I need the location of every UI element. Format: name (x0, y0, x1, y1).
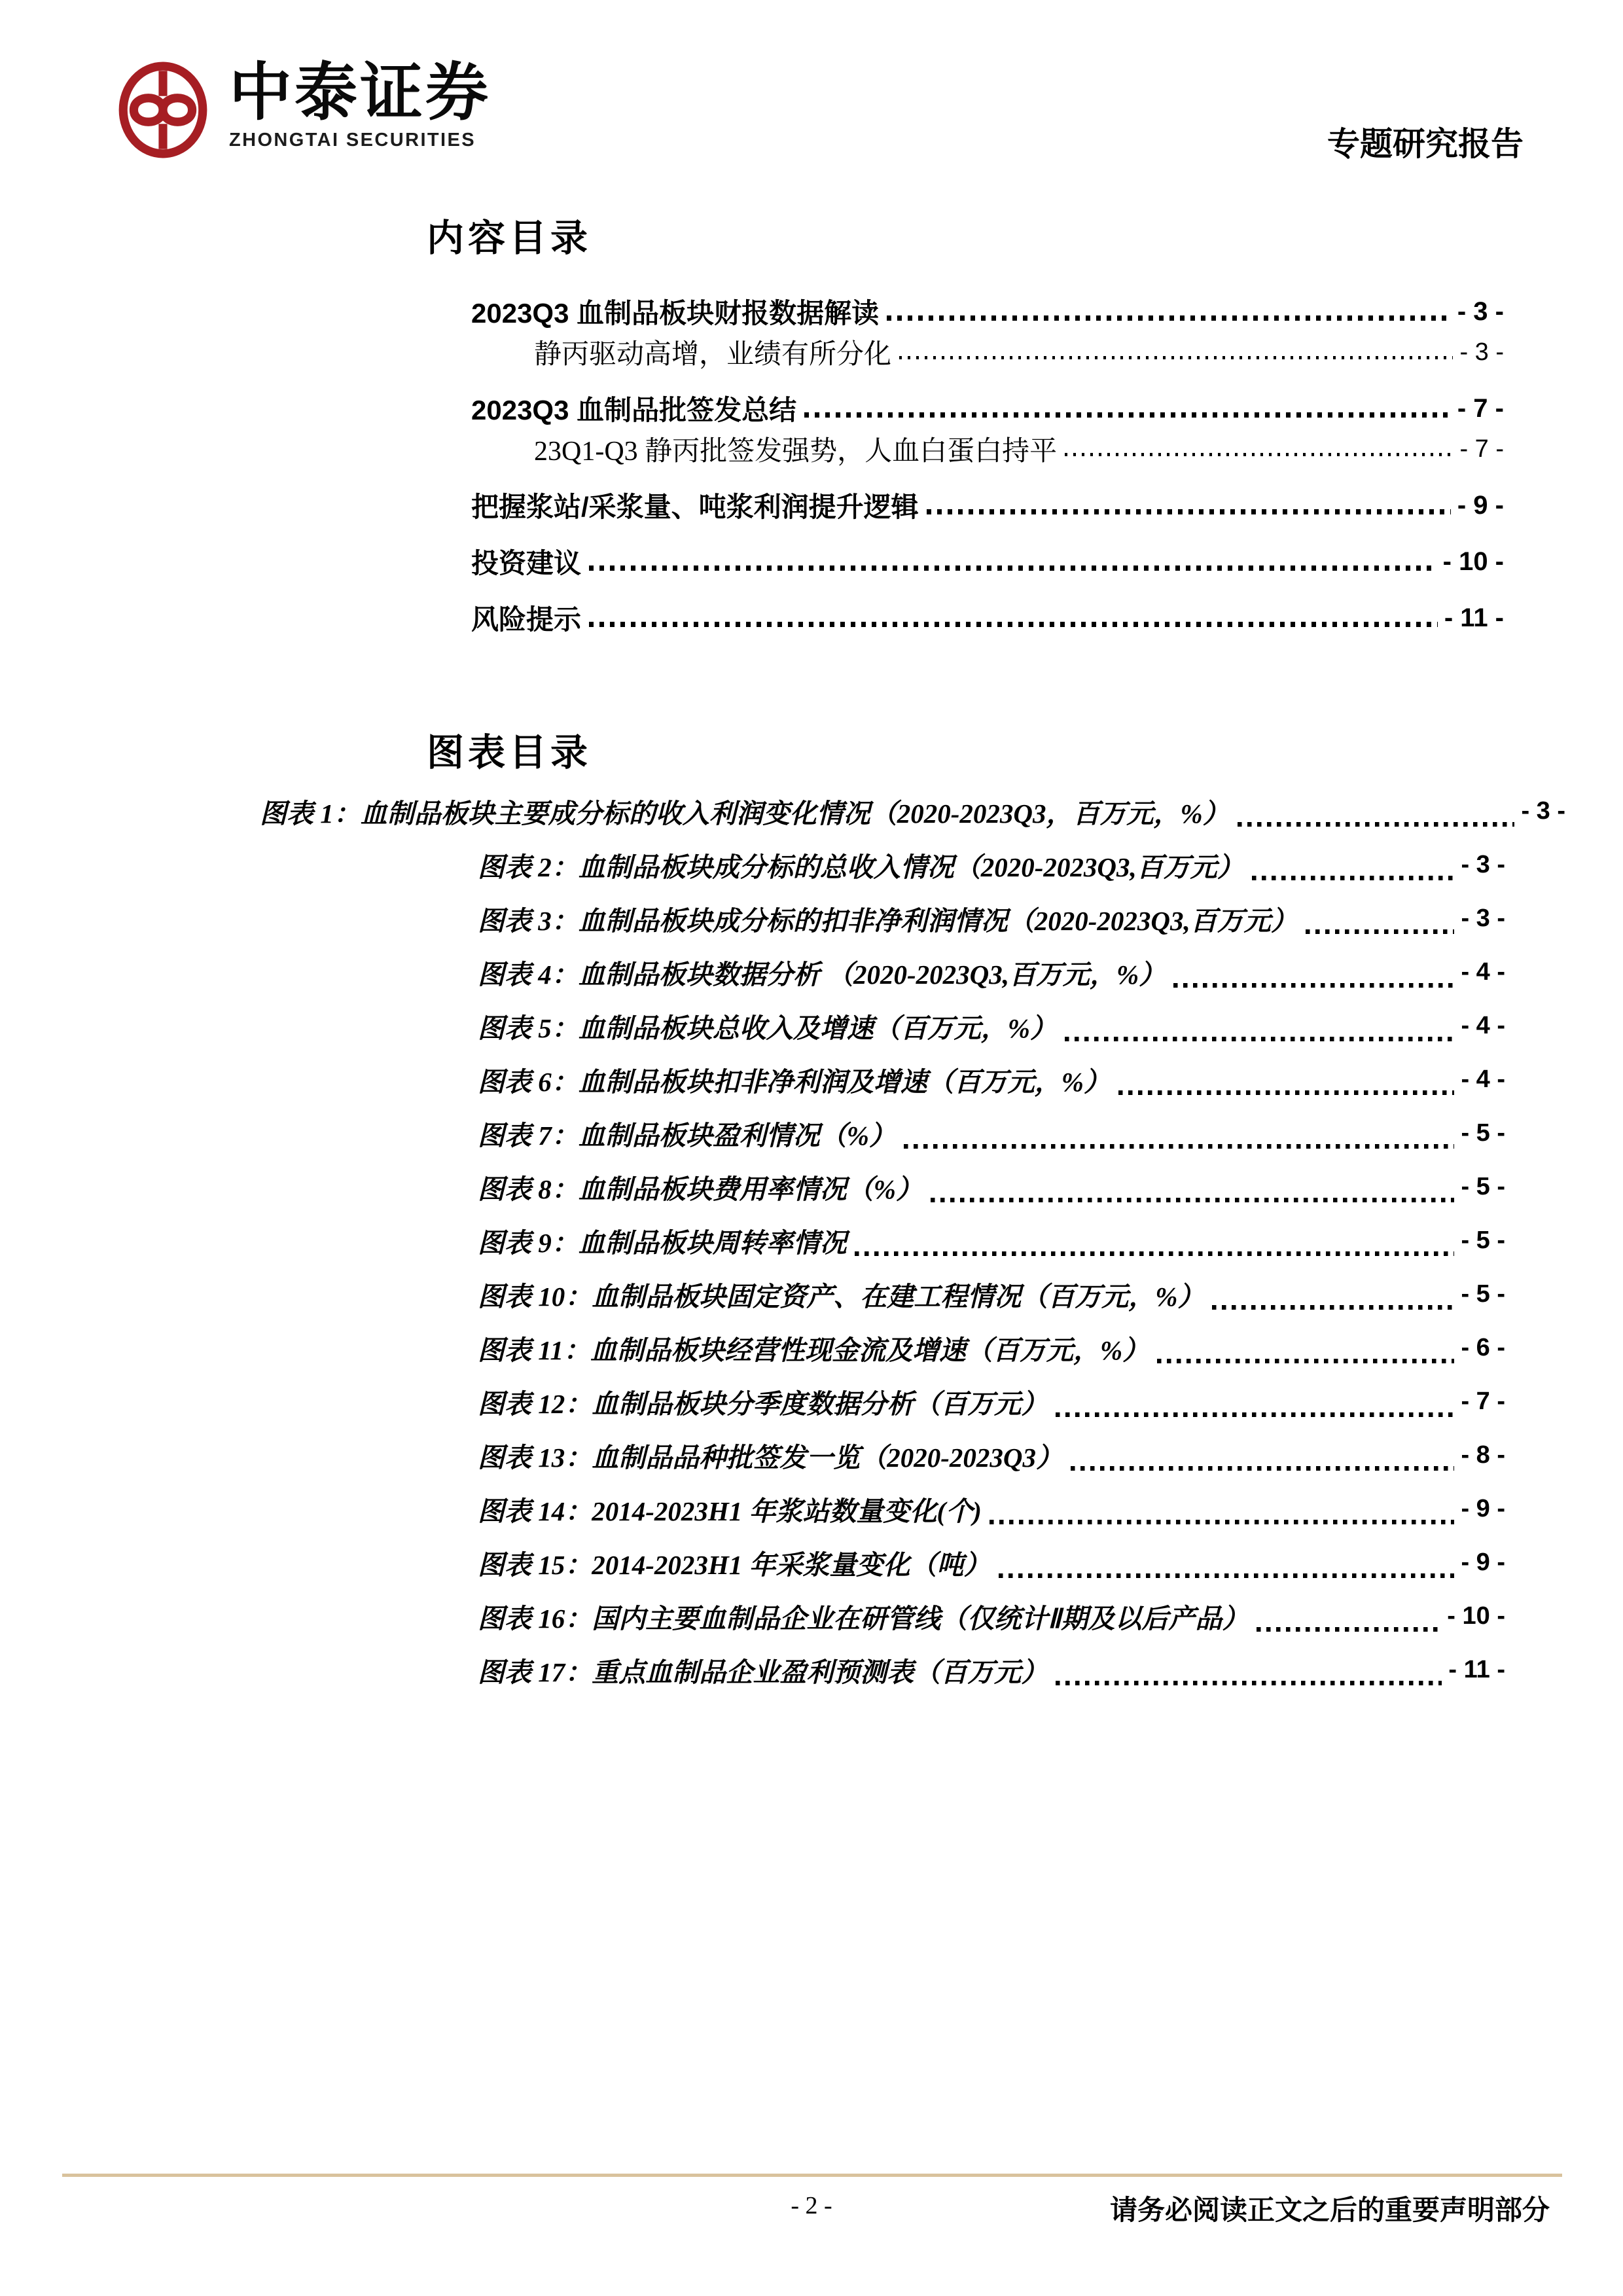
figure-item-label: 图表 5：血制品板块总收入及增速（百万元，%） (478, 1013, 1057, 1043)
figure-item[interactable] (260, 1160, 1505, 1213)
figure-item-label: 图表 2：血制品板块成分标的总收入情况（2020-2023Q3,百万元） (478, 852, 1244, 882)
dot-leader (990, 1520, 1455, 1524)
figure-item-page: - 9 - (1461, 1548, 1505, 1576)
toc-item[interactable] (471, 485, 1504, 526)
figure-item-page: - 4 - (1461, 1065, 1505, 1093)
toc-item-label: 风险提示 (471, 604, 582, 635)
figure-item-label: 图表 13：血制品品种批签发一览（2020-2023Q3） (478, 1442, 1063, 1473)
dot-leader (1252, 876, 1455, 880)
figure-item[interactable] (260, 1052, 1505, 1106)
figure-item-label: 图表 8：血制品板块费用率情况（%） (478, 1174, 923, 1204)
figure-item[interactable] (260, 891, 1505, 945)
dot-leader (999, 1573, 1455, 1578)
figure-item-label: 图表 6：血制品板块扣非净利润及增速（百万元，%） (478, 1066, 1111, 1097)
dot-leader (887, 315, 1451, 321)
footer-divider (62, 2174, 1562, 2177)
footer-page-number: - 2 - (791, 2192, 832, 2219)
toc-item-label: 23Q1-Q3 静丙批签发强势，人血白蛋白持平 (534, 437, 1058, 467)
figure-item-page: - 8 - (1461, 1441, 1505, 1469)
dot-leader (931, 1198, 1455, 1202)
figure-item[interactable] (260, 1643, 1505, 1696)
toc-item-page: - 3 - (1457, 296, 1504, 326)
toc-item-label: 投资建议 (471, 548, 582, 579)
figure-item[interactable] (260, 1482, 1505, 1535)
toc-item-page: - 3 - (1459, 338, 1504, 366)
figures-section-title: 图表目录 (427, 732, 592, 774)
figure-item-page: - 4 - (1461, 958, 1505, 986)
dot-leader (904, 1144, 1455, 1149)
dot-leader (589, 622, 1438, 627)
figure-item-label: 图表 7：血制品板块盈利情况（%） (478, 1120, 896, 1151)
toc-item[interactable] (471, 541, 1504, 582)
toc-item-label: 静丙驱动高增，业绩有所分化 (534, 340, 892, 370)
toc-item[interactable] (471, 332, 1504, 372)
logo-text (229, 60, 491, 151)
figure-item-page: - 9 - (1461, 1494, 1505, 1522)
figure-item-label: 图表 3：血制品板块成分标的扣非净利润情况（2020-2023Q3,百万元） (478, 905, 1298, 936)
dot-leader (1065, 453, 1453, 456)
toc-item-label: 把握浆站/采浆量、吨浆利润提升逻辑 (471, 492, 919, 522)
figure-item[interactable] (260, 784, 1565, 838)
figure-item-page: - 5 - (1461, 1119, 1505, 1147)
figure-item[interactable] (260, 1589, 1505, 1643)
toc-item-label: 2023Q3 血制品板块财报数据解读 (471, 298, 880, 329)
dot-leader (1306, 929, 1455, 934)
figure-item[interactable] (260, 1321, 1505, 1374)
figure-item-page: - 3 - (1461, 904, 1505, 932)
dot-leader (1118, 1090, 1455, 1095)
figure-item[interactable] (260, 999, 1505, 1052)
figure-item[interactable] (260, 1535, 1505, 1589)
figure-list (260, 784, 1565, 1696)
figure-item-label: 图表 14：2014-2023H1 年浆站数量变化(个) (478, 1496, 982, 1526)
zhongtai-logo-icon (116, 60, 209, 160)
figure-item-page: - 10 - (1447, 1602, 1505, 1630)
dot-leader (1157, 1359, 1454, 1363)
dot-leader (804, 412, 1451, 418)
figure-item-page: - 5 - (1461, 1172, 1505, 1200)
toc-item[interactable] (471, 291, 1504, 332)
logo-name-en: ZHONGTAI SECURITIES (229, 130, 476, 151)
dot-leader (927, 509, 1451, 514)
dot-leader (899, 356, 1453, 359)
toc-item-page: - 7 - (1459, 435, 1504, 463)
figure-item-page: - 4 - (1461, 1011, 1505, 1039)
toc-item-page: - 10 - (1442, 547, 1504, 576)
figure-item[interactable] (260, 1428, 1505, 1482)
dot-leader (1173, 983, 1454, 988)
figure-item-page: - 6 - (1461, 1333, 1505, 1361)
toc-item-page: - 9 - (1457, 490, 1504, 520)
toc-item[interactable] (471, 429, 1504, 469)
figure-item[interactable] (260, 1213, 1505, 1267)
figure-item-label: 图表 17：重点血制品企业盈利预测表（百万元） (478, 1657, 1048, 1687)
figure-item-label: 图表 16：国内主要血制品企业在研管线（仅统计Ⅱ期及以后产品） (478, 1603, 1249, 1634)
dot-leader (1071, 1466, 1454, 1471)
toc-item[interactable] (471, 388, 1504, 429)
figure-item-page: - 11 - (1448, 1655, 1505, 1683)
figure-item-page: - 5 - (1461, 1280, 1505, 1308)
toc-section-title: 内容目录 (427, 218, 592, 259)
toc-list (471, 291, 1504, 638)
footer-disclaimer: 请务必阅读正文之后的重要声明部分 (1109, 2196, 1550, 2226)
dot-leader (589, 565, 1436, 571)
figure-item[interactable] (260, 1106, 1505, 1160)
zhongtai-logo (116, 60, 491, 160)
figure-item-page: - 5 - (1461, 1226, 1505, 1254)
dot-leader (1257, 1627, 1440, 1632)
dot-leader (1212, 1305, 1454, 1310)
figure-item[interactable] (260, 945, 1505, 999)
figure-item-page: - 7 - (1461, 1387, 1505, 1415)
figure-item-page: - 3 - (1521, 797, 1565, 825)
toc-item-page: - 11 - (1444, 603, 1504, 632)
dot-leader (1065, 1037, 1455, 1041)
figure-item-label: 图表 9：血制品板块周转率情况 (478, 1227, 847, 1258)
figure-item-page: - 3 - (1461, 850, 1505, 878)
dot-leader (855, 1251, 1455, 1256)
figure-item-label: 图表 1：血制品板块主要成分标的收入利润变化情况（2020-2023Q3，百万元，%） (260, 798, 1230, 829)
report-type-label: 专题研究报告 (1327, 126, 1524, 162)
toc-item-page: - 7 - (1457, 393, 1504, 423)
dot-leader (1238, 822, 1515, 827)
figure-item-label: 图表 10：血制品板块固定资产、在建工程情况（百万元，%） (478, 1281, 1205, 1312)
figure-item[interactable] (260, 1267, 1505, 1321)
dot-leader (1056, 1681, 1442, 1685)
figure-item-label: 图表 11：血制品板块经营性现金流及增速（百万元，%） (478, 1335, 1150, 1365)
figure-item-label: 图表 12：血制品板块分季度数据分析（百万元） (478, 1388, 1048, 1419)
figure-item[interactable] (260, 1374, 1505, 1428)
figure-item-label: 图表 4：血制品板块数据分析 （2020-2023Q3,百万元，%） (478, 959, 1166, 990)
figure-item-label: 图表 15：2014-2023H1 年采浆量变化（吨） (478, 1549, 991, 1580)
toc-item[interactable] (471, 598, 1504, 638)
logo-name-cn: 中泰证券 (229, 58, 491, 128)
dot-leader (1056, 1412, 1454, 1417)
figure-item[interactable] (260, 838, 1505, 891)
toc-item-label: 2023Q3 血制品批签发总结 (471, 395, 797, 425)
